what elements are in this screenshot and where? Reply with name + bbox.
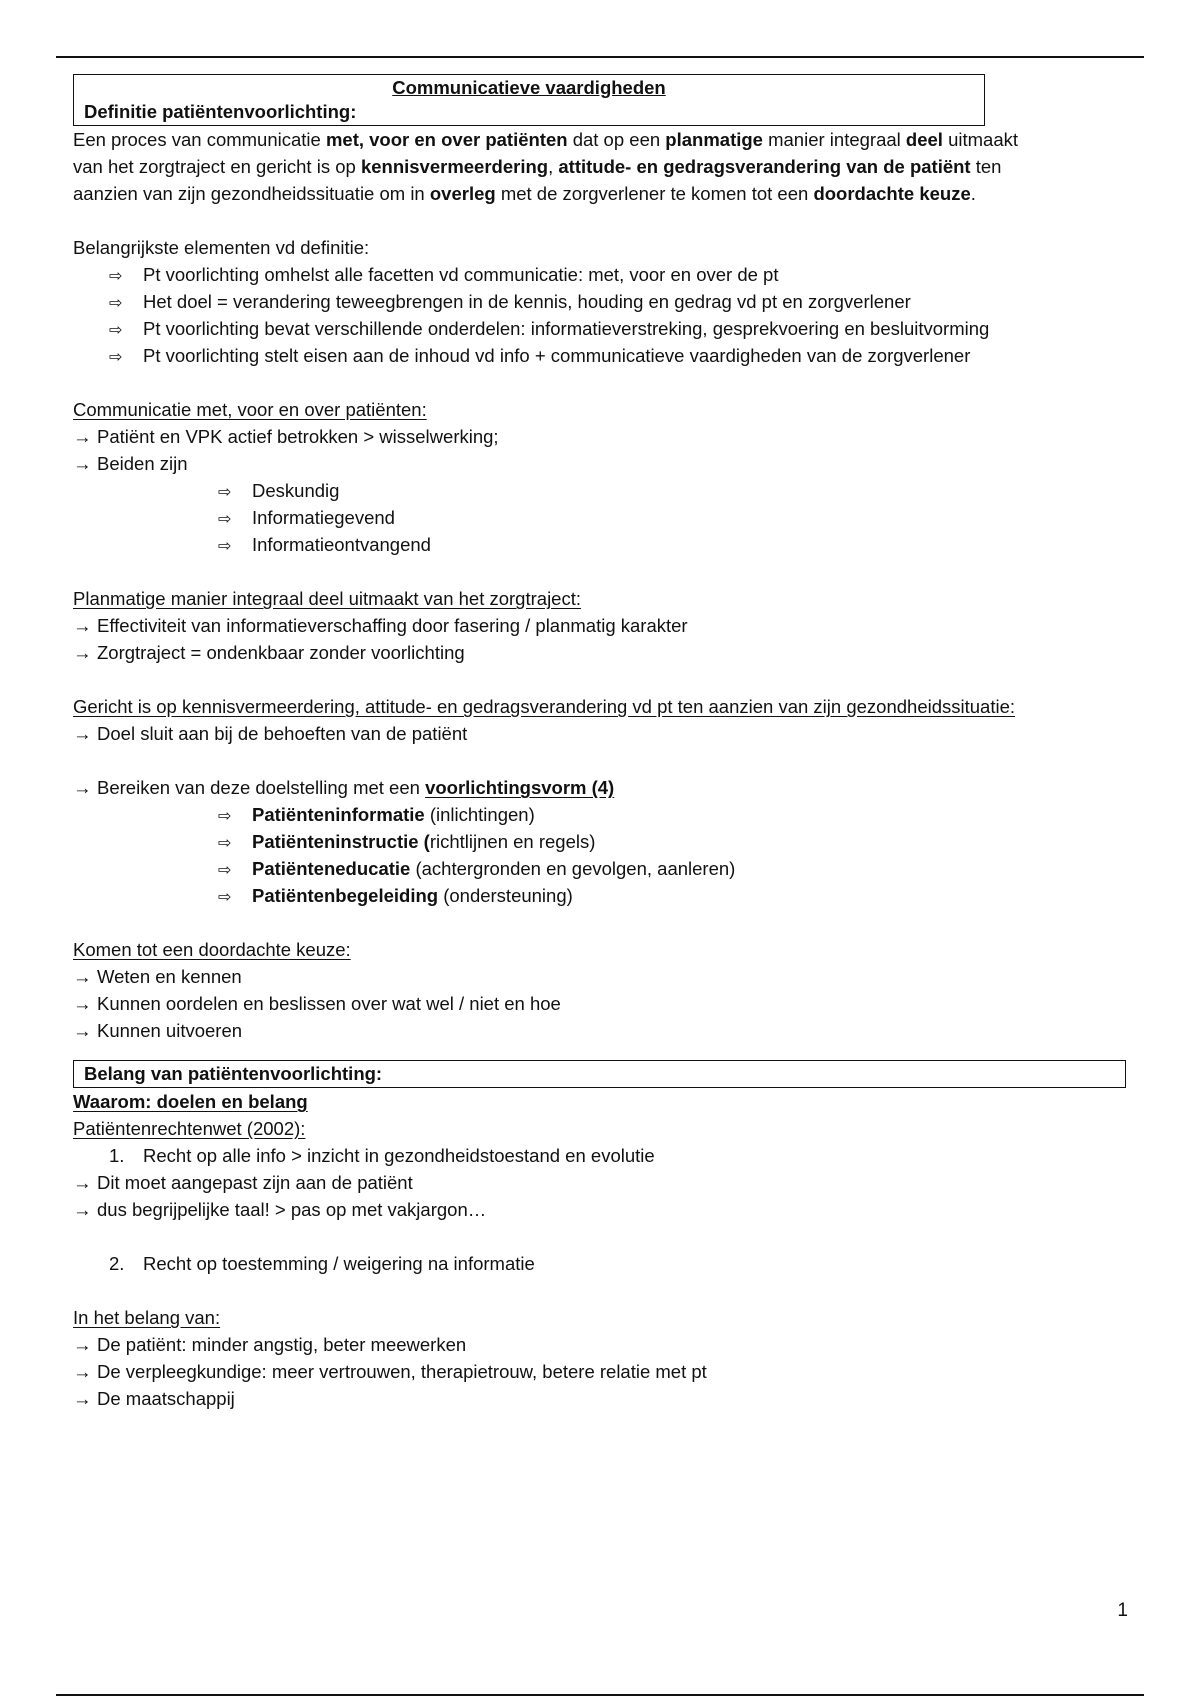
right-arrow-icon: → (73, 1361, 92, 1382)
arrow-bullet-icon: ⇨ (218, 862, 232, 879)
list-item: ⇨ Patiënteninformatie (inlichtingen) (73, 801, 1133, 828)
right-arrow-icon: → (73, 1199, 92, 1220)
page-content (73, 74, 1133, 1412)
right-arrow-icon: → (73, 966, 92, 987)
page-number: 1 (1117, 1600, 1128, 1621)
arrow-bullet-icon: ⇨ (109, 349, 123, 366)
list-item: → De verpleegkundige: meer vertrouwen, therapietrouw, betere relatie met pt (73, 1358, 1133, 1385)
arrow-bullet-icon: ⇨ (109, 295, 123, 312)
list-item: → Patiënt en VPK actief betrokken > wisselwerking; (73, 423, 1133, 450)
list-item: ⇨ Deskundig (73, 477, 1133, 504)
list-item: ⇨ Pt voorlichting stelt eisen aan de inhoud vd info + communicatieve vaardigheden van de zorgverlener (73, 342, 1133, 369)
list-item: → Beiden zijn (73, 450, 1133, 477)
arrow-bullet-icon: ⇨ (218, 484, 232, 501)
list-item: 1. Recht op alle info > inzicht in gezondheidstoestand en evolutie (109, 1145, 655, 1166)
planmatig-heading: Planmatige manier integraal deel uitmaakt van het zorgtraject: (73, 588, 581, 609)
list-item: ⇨ Informatiegevend (73, 504, 1133, 531)
elements-heading: Belangrijkste elementen vd definitie: (73, 237, 370, 258)
right-arrow-icon: → (73, 723, 92, 744)
list-item: → Kunnen uitvoeren (73, 1017, 1133, 1044)
top-rule (56, 56, 1144, 58)
arrow-bullet-icon: ⇨ (218, 835, 232, 852)
bottom-rule (56, 1694, 1144, 1696)
list-item: ⇨ Patiënteninstructie (richtlijnen en regels) (73, 828, 1133, 855)
arrow-bullet-icon: ⇨ (109, 268, 123, 285)
list-item: ⇨ Patiënteneducatie (achtergronden en gevolgen, aanleren) (73, 855, 1133, 882)
keuze-heading: Komen tot een doordachte keuze: (73, 939, 351, 960)
list-item: → Weten en kennen (73, 963, 1133, 990)
gericht-heading: Gericht is op kennisvermeerdering, attitude- en gedragsverandering vd pt ten aanzien van zijn gezondheidssituatie: (73, 696, 1016, 717)
list-item: ⇨ Informatieontvangend (73, 531, 1133, 558)
list-item: → dus begrijpelijke taal! > pas op met vakjargon… (73, 1196, 1133, 1223)
list-item: → Doel sluit aan bij de behoeften van de patiënt (73, 720, 1133, 747)
arrow-bullet-icon: ⇨ (109, 322, 123, 339)
right-arrow-icon: → (73, 777, 92, 798)
arrow-bullet-icon: ⇨ (218, 511, 232, 528)
list-item: ⇨ Pt voorlichting omhelst alle facetten vd communicatie: met, voor en over de pt (73, 261, 1133, 288)
definition-line-2: van het zorgtraject en gericht is op kennisvermeerdering, attitude- en gedragsverandering van de patiënt ten (73, 156, 1002, 177)
list-item: → Zorgtraject = ondenkbaar zonder voorlichting (73, 639, 1133, 666)
communicatie-heading: Communicatie met, voor en over patiënten: (73, 399, 427, 420)
arrow-bullet-icon: ⇨ (218, 538, 232, 555)
list-item: ⇨ Het doel = verandering teweegbrengen in de kennis, houding en gedrag vd pt en zorgverlener (73, 288, 1133, 315)
arrow-bullet-icon: ⇨ (218, 808, 232, 825)
right-arrow-icon: → (73, 642, 92, 663)
law-heading: Patiëntenrechtenwet (2002): (73, 1118, 306, 1139)
right-arrow-icon: → (73, 993, 92, 1014)
right-arrow-icon: → (73, 1020, 92, 1041)
definition-line-3: aanzien van zijn gezondheidssituatie om in overleg met de zorgverlener te komen tot een doordachte keuze. (73, 183, 976, 204)
definition-line-1: Een proces van communicatie met, voor en over patiënten dat op een planmatige manier integraal deel uitmaakt (73, 129, 1018, 150)
list-item: ⇨ Pt voorlichting bevat verschillende onderdelen: informatieverstreking, gesprekvoering en besluitvorming (73, 315, 1133, 342)
list-item: → De patiënt: minder angstig, beter meewerken (73, 1331, 1133, 1358)
list-item: → Bereiken van deze doelstelling met een voorlichtingsvorm (4) (73, 774, 1133, 801)
waarom-heading: Waarom: doelen en belang (73, 1091, 308, 1112)
right-arrow-icon: → (73, 1388, 92, 1409)
list-item: → Effectiviteit van informatieverschaffing door fasering / planmatig karakter (73, 612, 1133, 639)
list-item: → Kunnen oordelen en beslissen over wat wel / niet en hoe (73, 990, 1133, 1017)
right-arrow-icon: → (73, 453, 92, 474)
list-item: → De maatschappij (73, 1385, 1133, 1412)
right-arrow-icon: → (73, 1334, 92, 1355)
page-title: Communicatieve vaardigheden (392, 77, 666, 98)
right-arrow-icon: → (73, 426, 92, 447)
title-box (73, 74, 985, 126)
definition-heading: Definitie patiëntenvoorlichting: (84, 101, 357, 122)
list-item: → Dit moet aangepast zijn aan de patiënt (73, 1169, 1133, 1196)
list-item: ⇨ Patiëntenbegeleiding (ondersteuning) (73, 882, 1133, 909)
list-item: 2. Recht op toestemming / weigering na informatie (109, 1253, 535, 1274)
interest-heading: In het belang van: (73, 1307, 221, 1328)
right-arrow-icon: → (73, 1172, 92, 1193)
belang-heading-box: Belang van patiëntenvoorlichting: (73, 1060, 1126, 1088)
right-arrow-icon: → (73, 615, 92, 636)
arrow-bullet-icon: ⇨ (218, 889, 232, 906)
